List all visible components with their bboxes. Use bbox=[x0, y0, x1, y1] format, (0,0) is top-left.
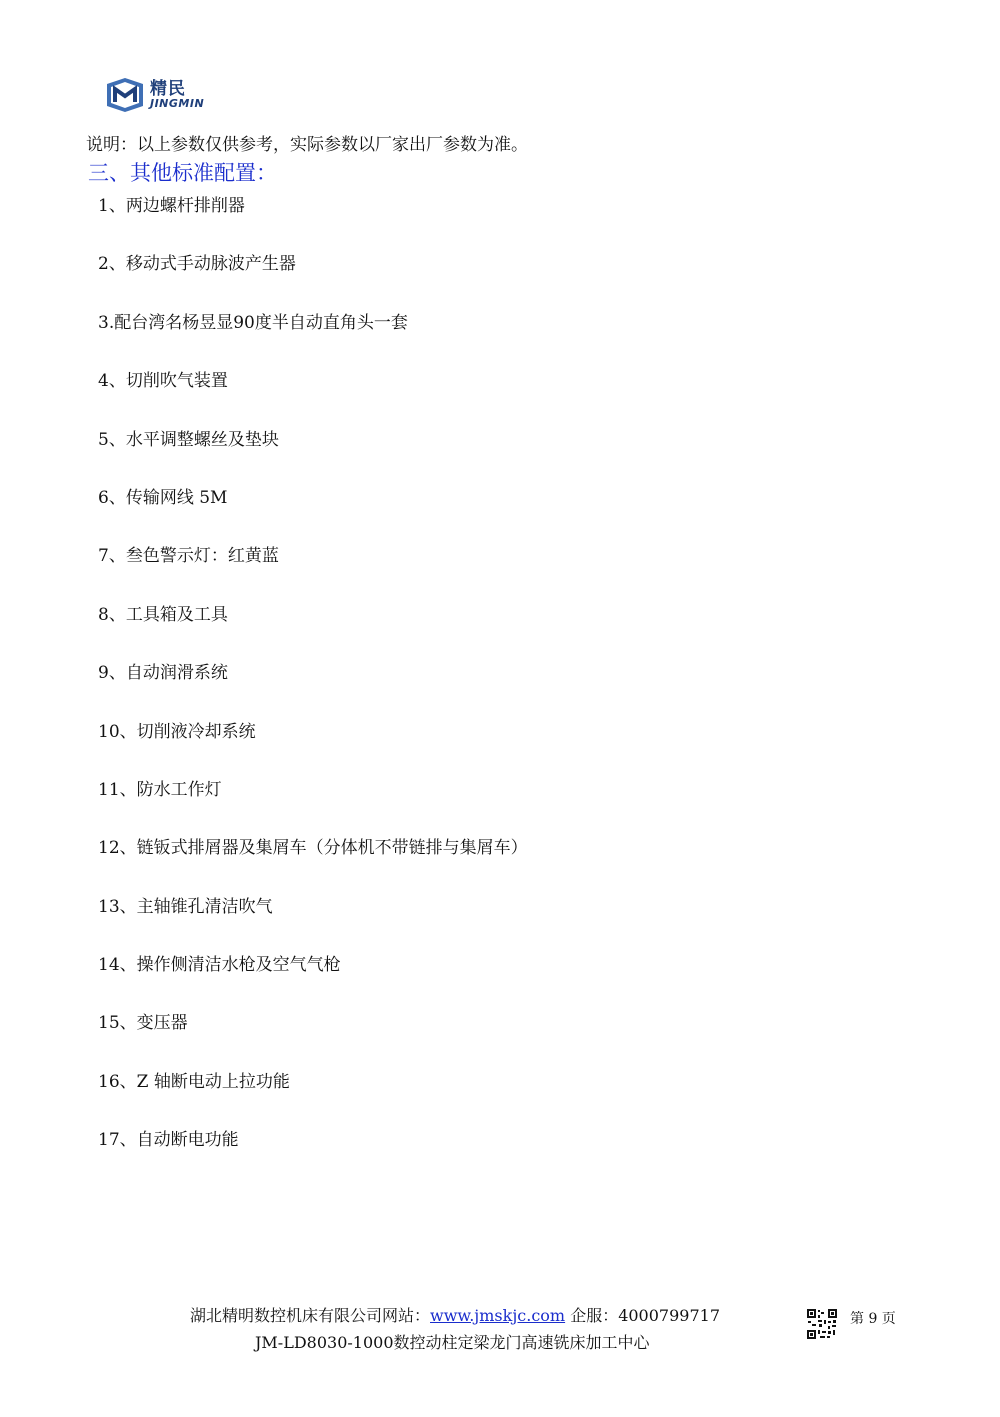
logo-english-text: JINGMIN bbox=[150, 97, 205, 110]
footer-service-phone: 企服：4000799717 bbox=[565, 1306, 720, 1325]
list-item: 6、传输网线 5M bbox=[98, 487, 228, 508]
list-item: 1、两边螺杆排削器 bbox=[98, 196, 245, 216]
company-logo bbox=[104, 74, 234, 118]
list-item: 9、自动润滑系统 bbox=[98, 663, 228, 684]
list-item: 11、防水工作灯 bbox=[98, 779, 222, 800]
list-item: 16、Z 轴断电动上拉功能 bbox=[98, 1071, 290, 1092]
footer-company-line bbox=[190, 1303, 720, 1326]
parameter-note: 说明：以上参数仅供参考，实际参数以厂家出厂参数为准。 bbox=[86, 135, 528, 155]
list-item: 13、主轴锥孔清洁吹气 bbox=[98, 896, 273, 917]
footer-model-line: JM-LD8030-1000数控动柱定梁龙门高速铣床加工中心 bbox=[255, 1333, 650, 1352]
qr-code-icon bbox=[806, 1308, 838, 1340]
section-heading: 三、其他标准配置： bbox=[88, 161, 277, 185]
list-item: 10、切削液冷却系统 bbox=[98, 721, 256, 742]
list-item: 5、水平调整螺丝及垫块 bbox=[98, 429, 279, 450]
list-item: 15、变压器 bbox=[98, 1013, 188, 1034]
list-item: 4、切削吹气装置 bbox=[98, 371, 228, 392]
standard-config-list bbox=[98, 195, 528, 1188]
list-item: 3.配台湾名杨昱显90度半自动直角头一套 bbox=[98, 312, 408, 333]
list-item: 14、操作侧清洁水枪及空气气枪 bbox=[98, 955, 341, 976]
list-item: 8、工具箱及工具 bbox=[98, 604, 228, 625]
website-link[interactable]: www.jmskjc.com bbox=[430, 1306, 566, 1325]
jingmin-logo-icon bbox=[104, 78, 146, 112]
list-item: 17、自动断电功能 bbox=[98, 1130, 239, 1151]
page-footer bbox=[0, 1300, 1000, 1360]
list-item: 2、移动式手动脉波产生器 bbox=[98, 254, 296, 275]
list-item: 7、叁色警示灯：红黄蓝 bbox=[98, 546, 279, 567]
page-number: 第 9 页 bbox=[850, 1311, 896, 1327]
footer-company-name: 湖北精明数控机床有限公司网站： bbox=[190, 1306, 431, 1325]
list-item: 12、链钣式排屑器及集屑车（分体机不带链排与集屑车） bbox=[98, 838, 528, 859]
logo-chinese-text: 精民 bbox=[150, 79, 186, 99]
